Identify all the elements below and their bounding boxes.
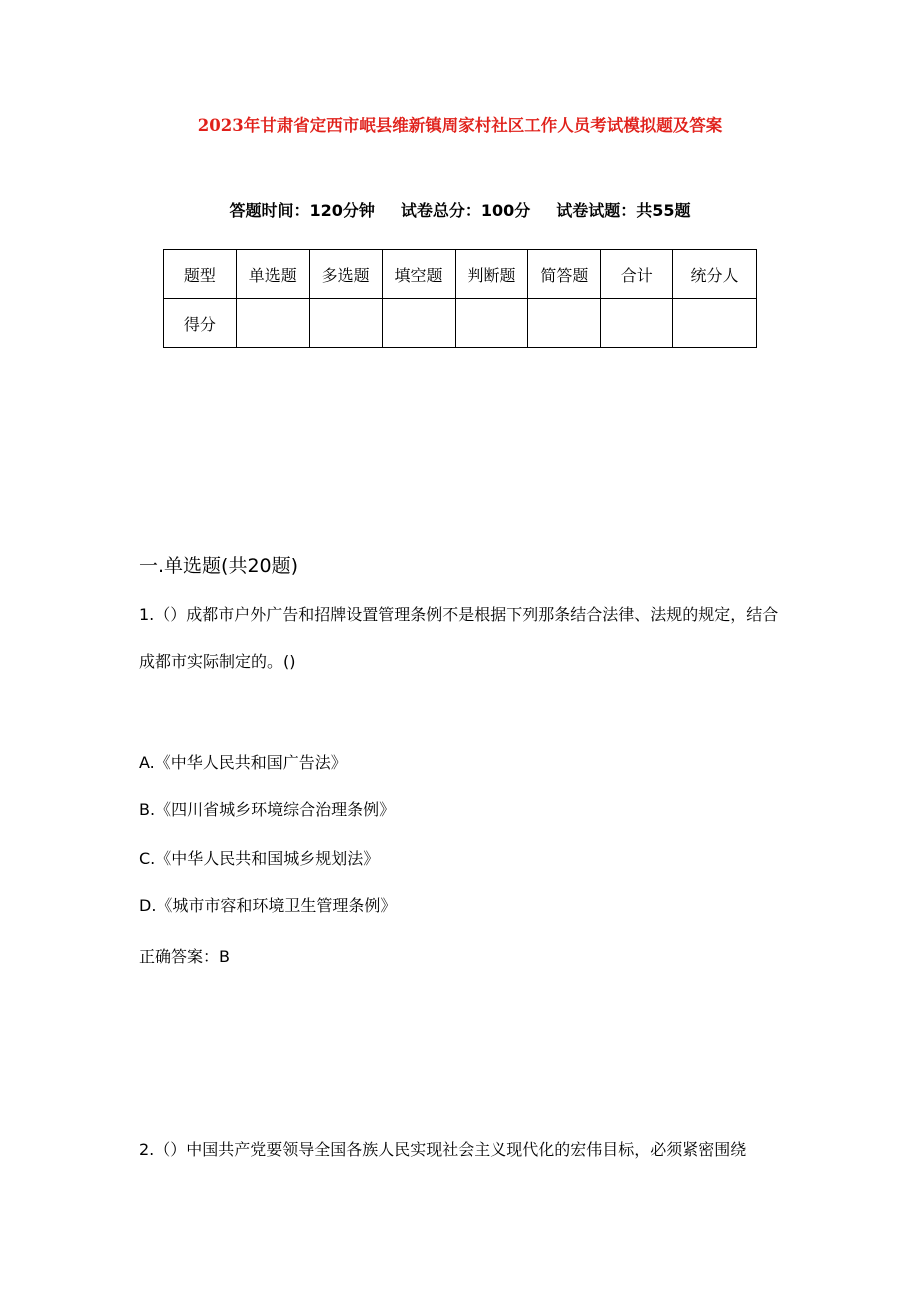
exam-meta bbox=[0, 198, 920, 221]
score-table bbox=[163, 249, 757, 348]
score-cell bbox=[528, 299, 601, 348]
exam-question-count: 试卷试题：共55题 bbox=[556, 201, 691, 220]
question-1-option-c: C.《中华人民共和国城乡规划法》 bbox=[139, 849, 380, 868]
question-2-text: 2.（）中国共产党要领导全国各族人民实现社会主义现代化的宏伟目标，必须紧密围绕 bbox=[139, 1140, 747, 1159]
exam-time: 答题时间：120分钟 bbox=[229, 201, 375, 220]
score-row-label: 得分 bbox=[164, 299, 237, 348]
document-title: 2023年甘肃省定西市岷县维新镇周家村社区工作人员考试模拟题及答案 bbox=[197, 116, 723, 135]
question-1-option-b: B.《四川省城乡环境综合治理条例》 bbox=[139, 800, 396, 819]
score-cell bbox=[309, 299, 382, 348]
score-table-header-cell: 统分人 bbox=[673, 250, 757, 299]
score-table-header-cell: 判断题 bbox=[455, 250, 528, 299]
score-table-header-row bbox=[164, 250, 757, 299]
score-cell bbox=[382, 299, 455, 348]
exam-total-score: 试卷总分：100分 bbox=[400, 201, 531, 220]
score-table-header-cell: 合计 bbox=[601, 250, 673, 299]
score-table-header-cell: 多选题 bbox=[309, 250, 382, 299]
score-table-header-cell: 填空题 bbox=[382, 250, 455, 299]
score-cell bbox=[236, 299, 309, 348]
score-table-header-cell: 单选题 bbox=[236, 250, 309, 299]
question-1-text: 1.（）成都市户外广告和招牌设置管理条例不是根据下列那条结合法律、法规的规定，结合成都市实际制定的。() bbox=[139, 605, 779, 671]
question-1-option-a: A.《中华人民共和国广告法》 bbox=[139, 753, 347, 772]
score-table-header-cell: 简答题 bbox=[528, 250, 601, 299]
score-cell bbox=[601, 299, 673, 348]
score-cell bbox=[673, 299, 757, 348]
section-heading: 一.单选题(共20题) bbox=[139, 555, 299, 577]
score-cell bbox=[455, 299, 528, 348]
question-1-option-d: D.《城市市容和环境卫生管理条例》 bbox=[139, 896, 397, 915]
score-table-header-cell: 题型 bbox=[164, 250, 237, 299]
score-table-score-row bbox=[164, 299, 757, 348]
question-1-answer: 正确答案：B bbox=[139, 947, 230, 966]
